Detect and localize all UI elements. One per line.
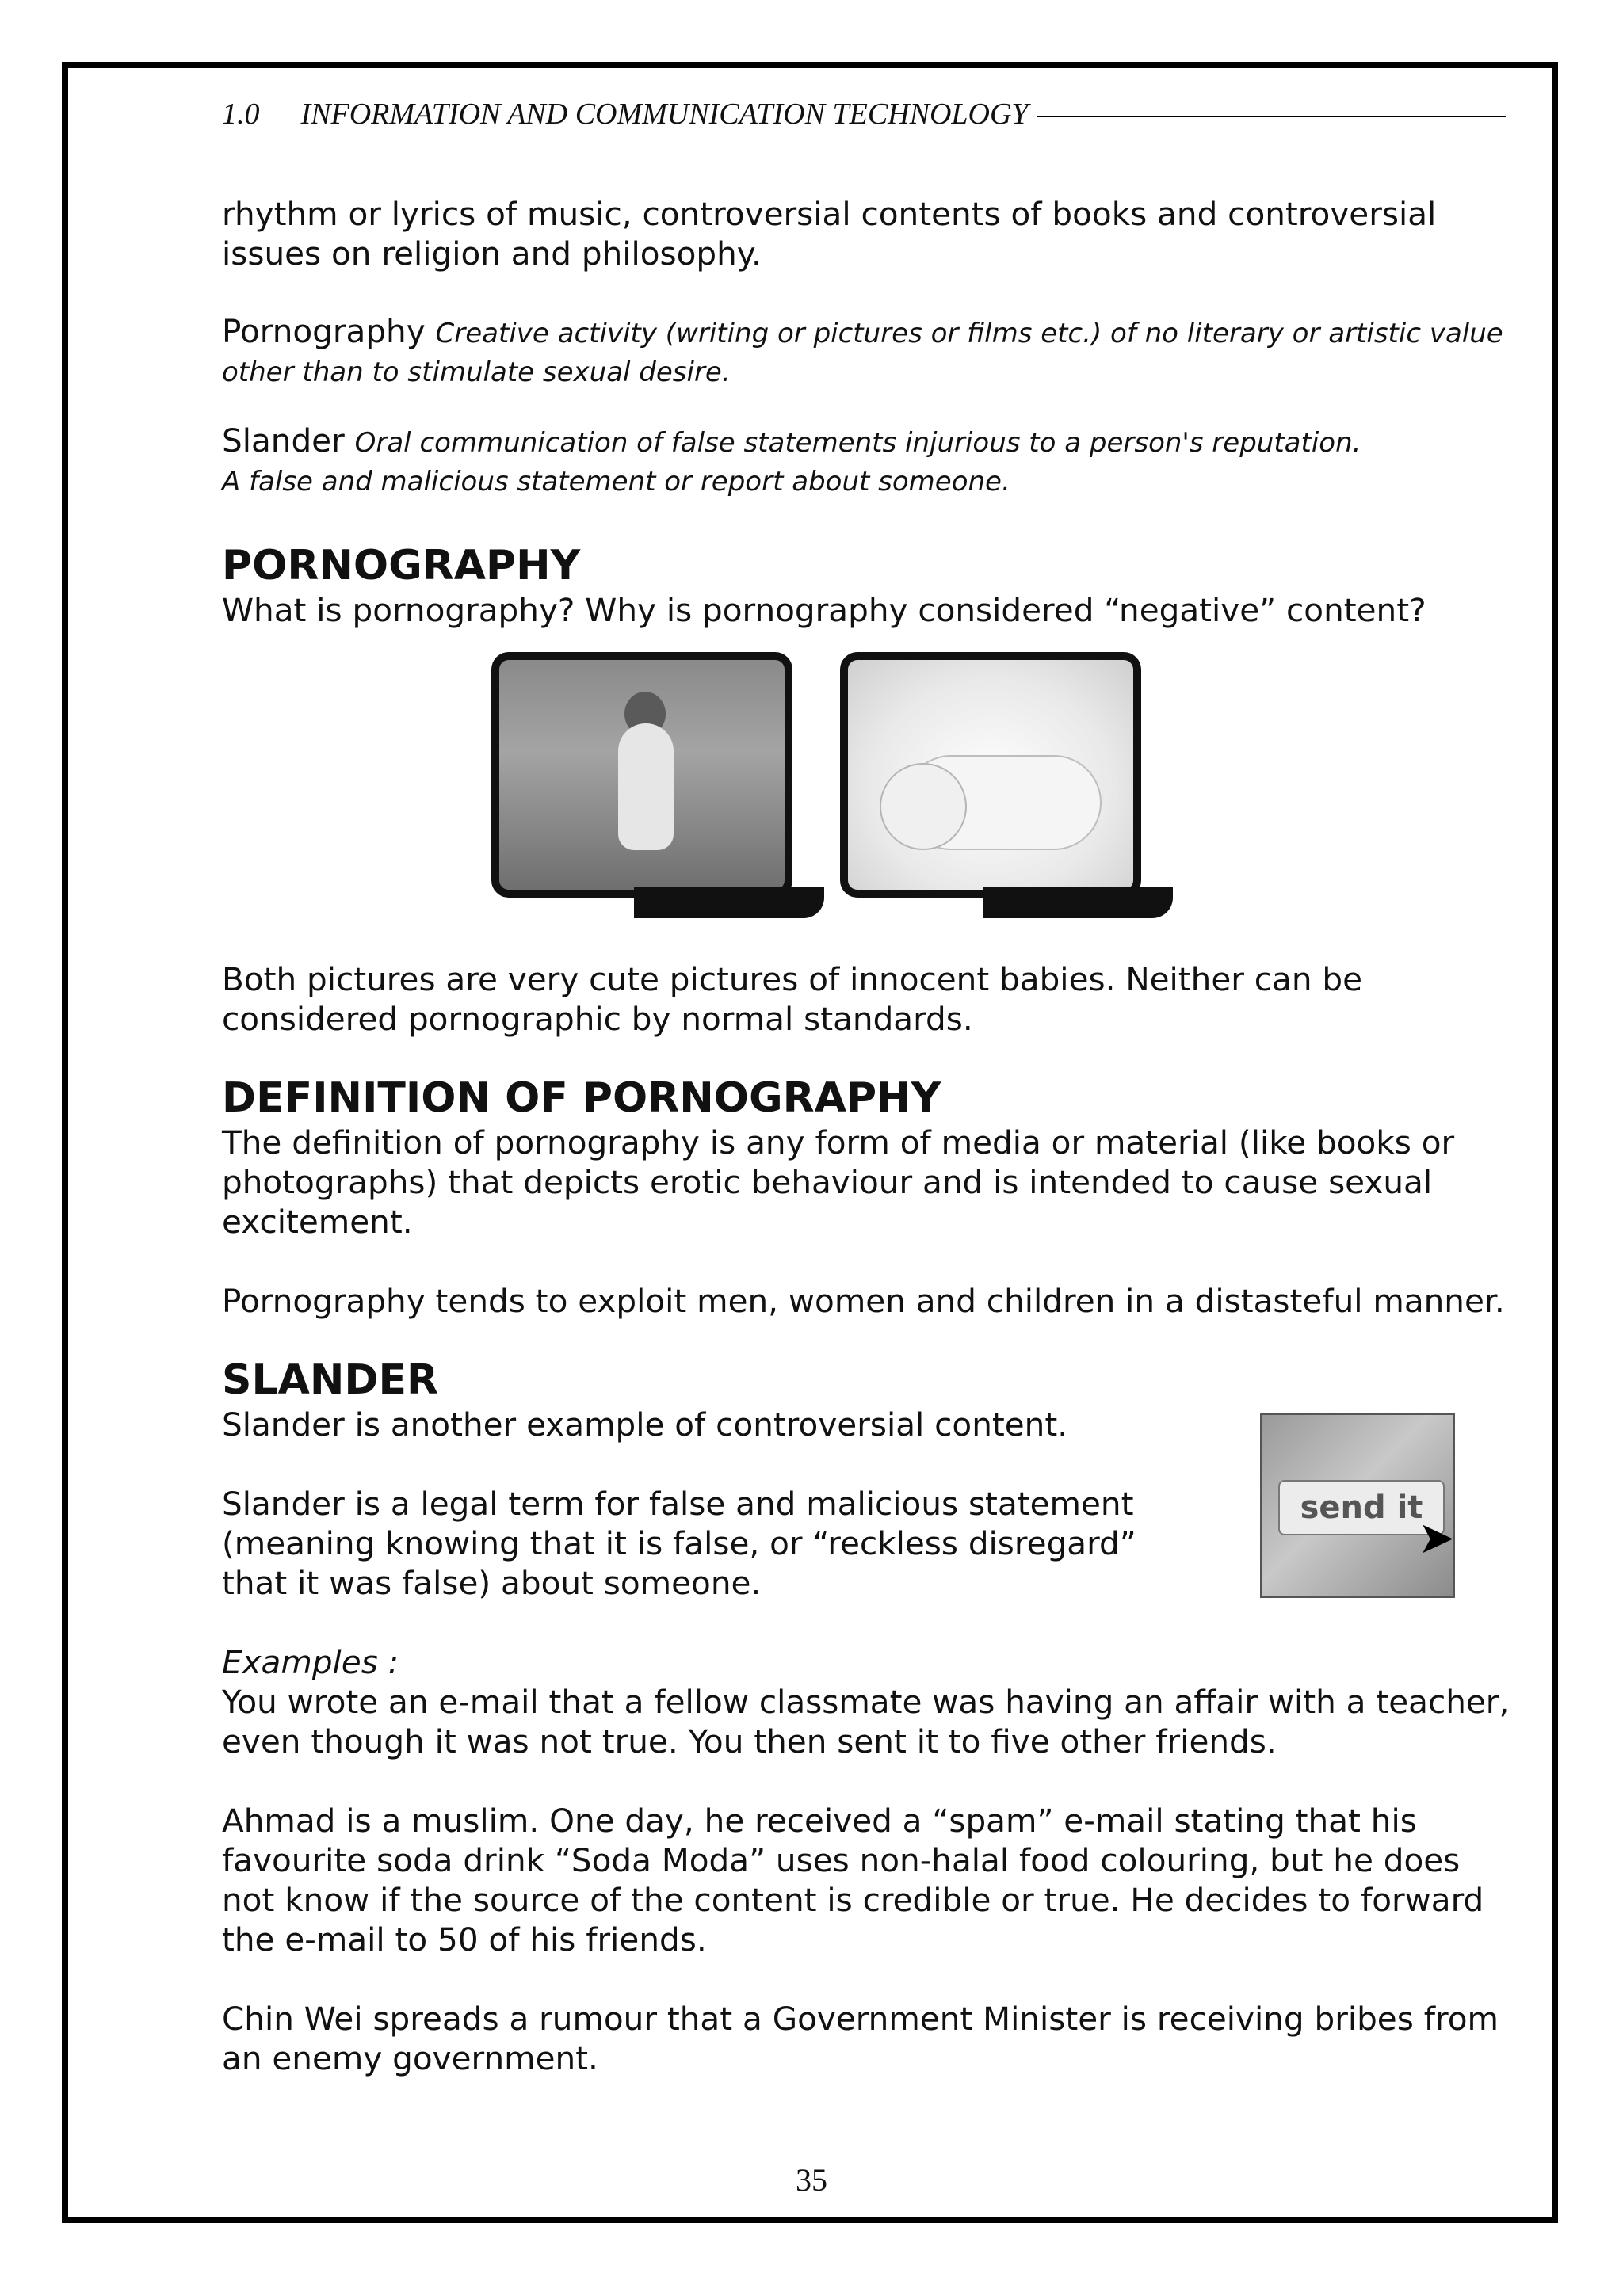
- definition-pornography: [222, 313, 1522, 391]
- definition-paragraph-1: The definition of pornography is any form of media or material (like books or photographs) that depicts erotic behaviour and is intended to cause sexual excitement.: [222, 1123, 1455, 1241]
- definition-text: Oral communication of false statements injurious to a person's reputation.: [354, 427, 1361, 459]
- slander-block: [222, 1405, 1522, 1603]
- page-number: 35: [796, 2162, 827, 2198]
- baby-photos: [222, 652, 1522, 929]
- examples-label: Examples :: [222, 1643, 399, 1681]
- baby-lying-photo: [840, 652, 1141, 898]
- definition-slander: [222, 422, 1522, 500]
- definition-term: Slander: [222, 421, 345, 460]
- definition-paragraph-2: Pornography tends to exploit men, women and children in a distasteful manner.: [222, 1282, 1505, 1320]
- definition-text: Creative activity (writing or pictures or films etc.) of no literary or artistic value other than to stimulate sexual desire.: [222, 318, 1503, 388]
- photo-frame-tab: [983, 887, 1173, 918]
- send-it-image: [1260, 1413, 1455, 1598]
- heading-pornography: PORNOGRAPHY: [222, 542, 581, 589]
- section-title: INFORMATION AND COMMUNICATION TECHNOLOGY: [300, 97, 1029, 131]
- photo-frame-tab: [634, 887, 824, 918]
- definition-term: Pornography: [222, 312, 426, 350]
- photos-caption: Both pictures are very cute pictures of innocent babies. Neither can be considered pornographic by normal standards.: [222, 960, 1363, 1038]
- heading-slander: SLANDER: [222, 1356, 439, 1404]
- heading-definition-of-pornography: DEFINITION OF PORNOGRAPHY: [222, 1074, 941, 1122]
- intro-paragraph: rhythm or lyrics of music, controversial contents of books and controversial issues on religion and philosophy.: [222, 195, 1437, 273]
- header-rule: [1037, 116, 1506, 117]
- send-it-button-graphic: send it: [1278, 1480, 1445, 1535]
- running-header: [222, 97, 1506, 132]
- definition-text: A false and malicious statement or report about someone.: [222, 466, 1010, 498]
- mouse-cursor-icon: ➤: [1418, 1512, 1455, 1564]
- section-number: 1.0: [222, 97, 260, 131]
- example-2: Ahmad is a muslim. One day, he received a “spam” e-mail stating that his favourite soda drink “Soda Moda” uses non-halal food colouring, but he does not know if the source of the content is credible or true. He decides to forward the e-mail to 50 of his friends.: [222, 1802, 1484, 1958]
- slander-paragraph-1: Slander is another example of controversial content.: [222, 1405, 1068, 1444]
- example-1: You wrote an e-mail that a fellow classmate was having an affair with a teacher, even though it was not true. You then sent it to five other friends.: [222, 1683, 1510, 1760]
- pornography-question: What is pornography? Why is pornography considered “negative” content?: [222, 591, 1426, 629]
- baby-in-water-photo: [491, 652, 792, 898]
- page-content: [222, 194, 1522, 2078]
- slander-paragraph-2: Slander is a legal term for false and malicious statement (meaning knowing that it is false, or “reckless disregard” that it was false) about someone.: [222, 1485, 1136, 1602]
- example-3: Chin Wei spreads a rumour that a Government Minister is receiving bribes from an enemy government.: [222, 2000, 1499, 2077]
